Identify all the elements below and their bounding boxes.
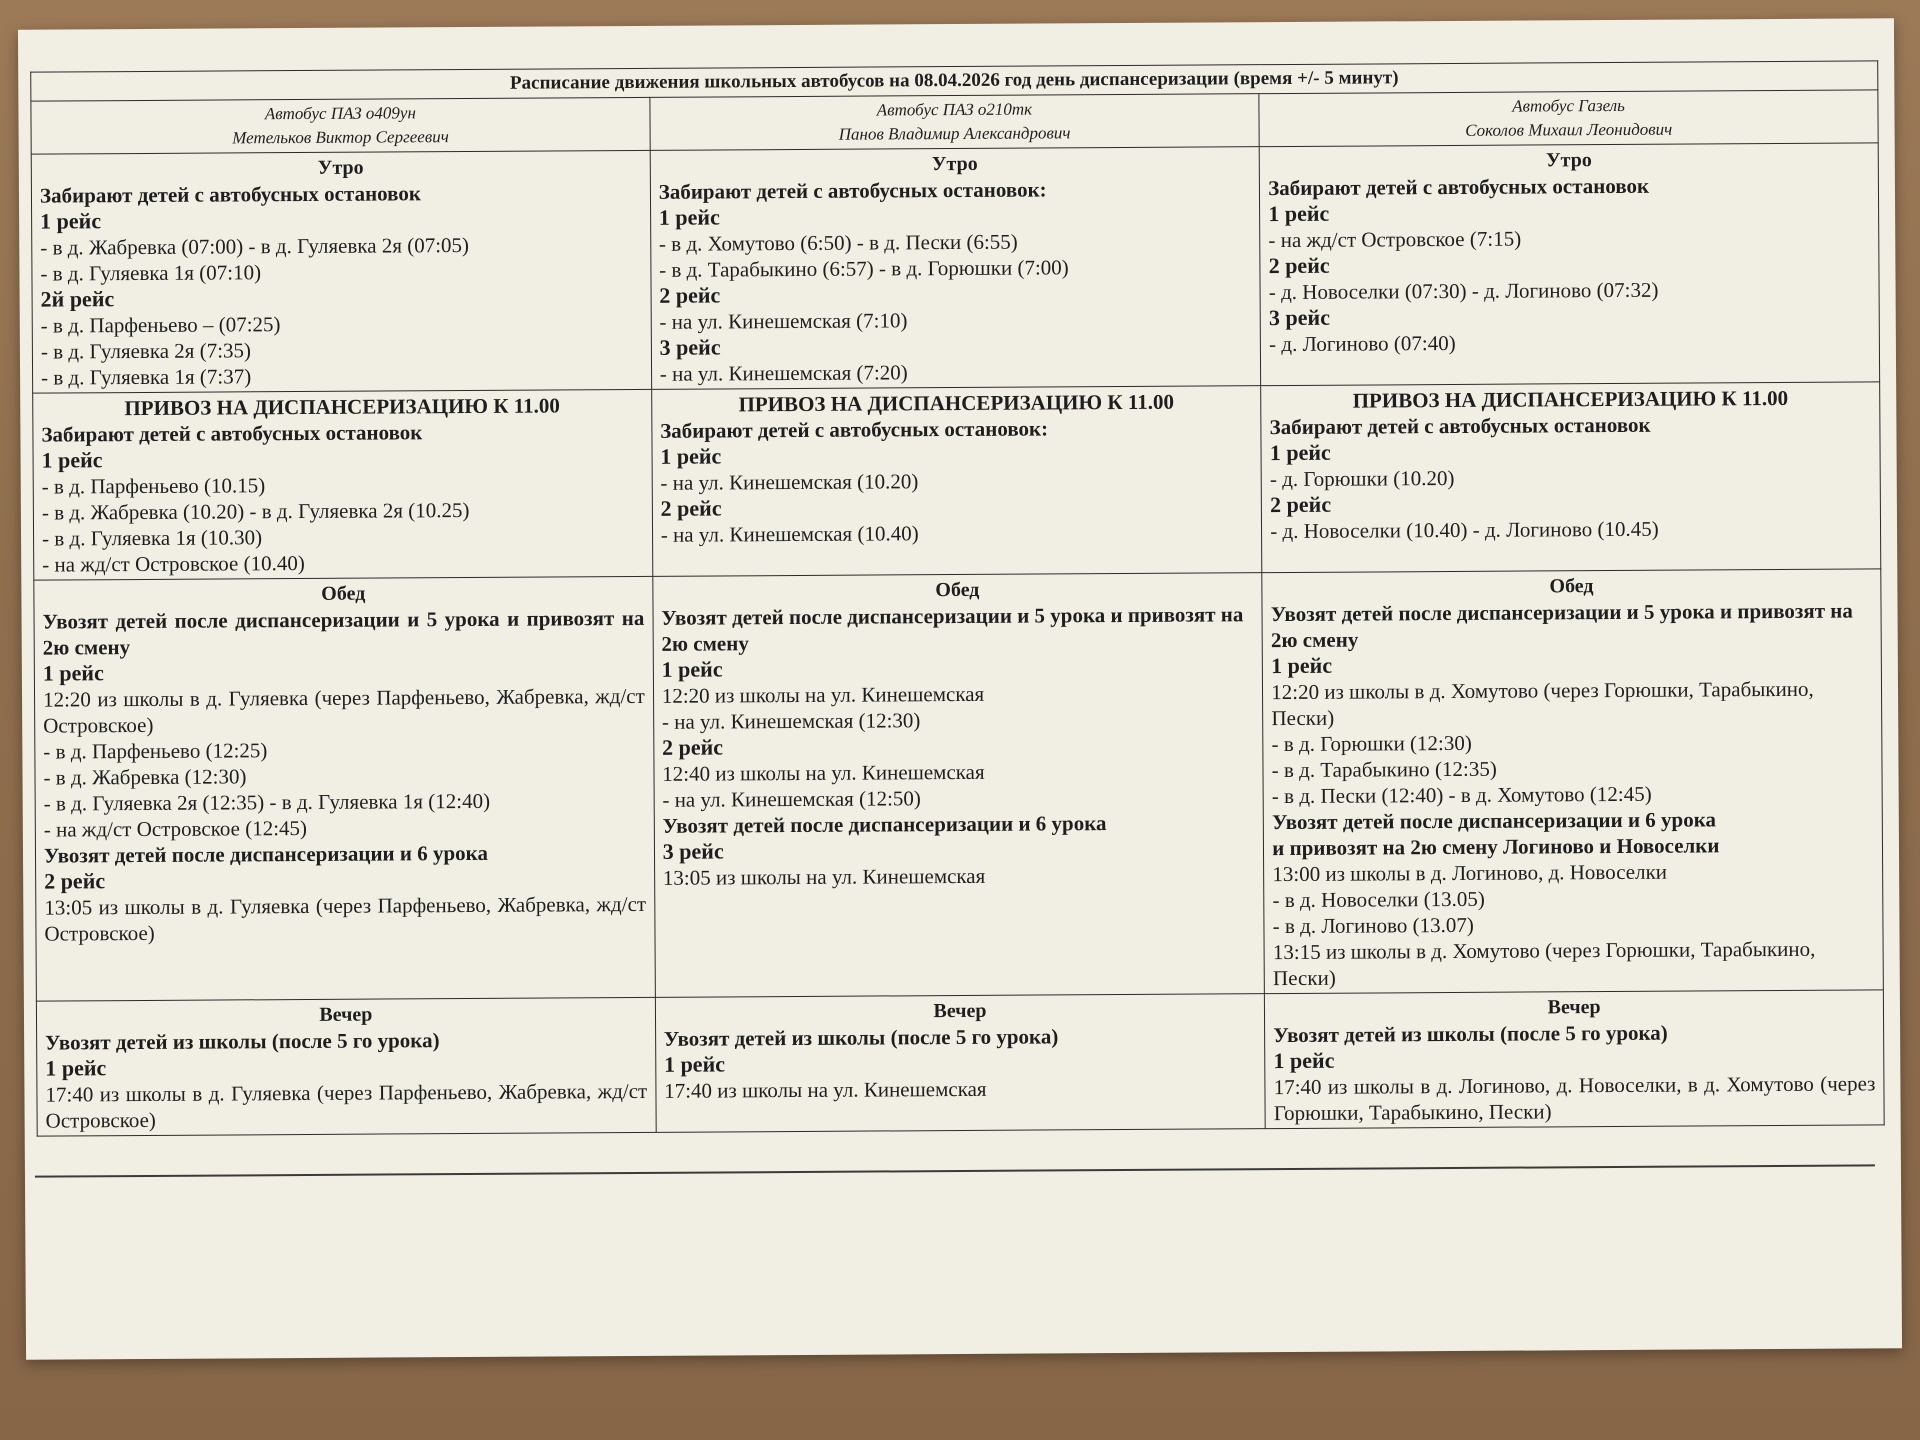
checkup-row <box>33 382 1881 580</box>
section-heading: Увозят детей из школы (после 5 го урока) <box>45 1028 440 1055</box>
stop-line: - в д. Жабревка (12:30) <box>43 764 247 790</box>
stop-line: - на ул. Кинешемская (10.40) <box>660 521 919 547</box>
trip-label: 3 рейс <box>662 838 724 864</box>
period-title: Вечер <box>933 999 987 1023</box>
stop-line: - в д. Гуляевка 1я (10.30) <box>41 525 263 551</box>
trip-label: 2 рейс <box>1268 252 1330 279</box>
lunch-cell-bus-1 <box>34 576 655 1001</box>
bus-driver: Соколов Михаил Леонидович <box>1465 119 1673 140</box>
stop-line: - на ул. Кинешемская (7:10) <box>659 308 908 334</box>
trip-label: 1 рейс <box>658 204 720 230</box>
period-title: Обед <box>321 582 366 605</box>
trip-label: 1 рейс <box>1273 1047 1335 1074</box>
bus-name: Автобус ПАЗ о210тк <box>876 99 1033 120</box>
stop-line: - на ул. Кинешемская (10.20) <box>660 469 919 495</box>
morning-cell-bus-2 <box>650 147 1261 390</box>
stop-line: - в д. Новоселки (13.05) <box>1272 886 1485 913</box>
trip-label: 2 рейс <box>659 282 721 308</box>
stop-line: - д. Логиново (07:40) <box>1269 330 1456 357</box>
trip-label: 1 рейс <box>1271 652 1333 679</box>
section-heading: Забирают детей с автобусных остановок: <box>660 416 1049 443</box>
stop-line: - д. Горюшки (10.20) <box>1269 465 1455 492</box>
evening-cell-bus-3 <box>1265 990 1885 1129</box>
section-heading: Забирают детей с автобусных остановок <box>1268 173 1650 201</box>
lunch-cell-bus-3 <box>1262 569 1883 994</box>
stop-line: - в д. Парфеньево (12:25) <box>43 738 268 764</box>
trip-label: 1 рейс <box>1269 439 1331 466</box>
section-heading: Увозят детей после диспансеризации и 5 урока и привозят на 2ю смену <box>661 602 1244 656</box>
trip-label: 1 рейс <box>45 1055 107 1081</box>
trip-label: 2й рейс <box>40 286 115 312</box>
trip-label: 3 рейс <box>1268 304 1330 331</box>
stop-line: 17:40 из школы в д. Гуляевка (через Парфеньево, Жабревка, жд/ст Островское) <box>45 1078 648 1133</box>
stop-line: 13:05 из школы в д. Гуляевка (через Парфеньево, Жабревка, жд/ст Островское) <box>44 891 647 946</box>
period-title: Утро <box>1545 149 1592 172</box>
section-heading: Забирают детей с автобусных остановок: <box>658 177 1047 204</box>
stop-line: 12:20 из школы в д. Гуляевка (через Парфеньево, Жабревка, жд/ст Островское) <box>42 683 645 738</box>
section-heading: Увозят детей из школы (после 5 го урока) <box>1273 1020 1668 1048</box>
morning-cell-bus-3 <box>1259 143 1879 386</box>
morning-cell-bus-1 <box>31 150 651 393</box>
stop-line: - на ул. Кинешемская (12:50) <box>662 786 921 812</box>
period-title: Вечер <box>319 1003 373 1026</box>
section-heading: Забирают детей с автобусных остановок <box>41 420 423 447</box>
stop-line: 12:40 из школы на ул. Кинешемская <box>662 759 985 786</box>
checkup-heading: ПРИВОЗ НА ДИСПАНСЕРИЗАЦИЮ К 11.00 <box>124 393 560 421</box>
stop-line: - на жд/ст Островское (12:45) <box>43 815 308 842</box>
section-heading: и привозят на 2ю смену Логиново и Новоселки <box>1272 833 1720 861</box>
bottom-rule <box>35 1164 1875 1177</box>
stop-line: 12:20 из школы на ул. Кинешемская <box>661 681 985 708</box>
stop-line: - в д. Тарабыкино (6:57) - в д. Горюшки (7:00) <box>659 255 1069 282</box>
bus-driver: Метельков Виктор Сергеевич <box>232 127 449 148</box>
section-heading: Забирают детей с автобусных остановок <box>1269 412 1651 440</box>
stop-line: - в д. Гуляевка 1я (07:10) <box>40 260 262 286</box>
stop-line: - в д. Парфеньево – (07:25) <box>40 312 281 338</box>
period-title: Утро <box>317 156 364 179</box>
section-heading: Увозят детей после диспансеризации и 6 урока <box>1271 807 1717 835</box>
stop-line: - в д. Гуляевка 1я (7:37) <box>41 364 252 390</box>
trip-label: 1 рейс <box>1268 200 1330 227</box>
period-title: Обед <box>935 578 980 602</box>
evening-row <box>36 990 1884 1136</box>
schedule-title: Расписание движения школьных автобусов на 08.04.2026 год день диспансеризации (время +/- 5 минут) <box>31 61 1878 101</box>
stop-line: - в д. Жабревка (10.20) - в д. Гуляевка 2я (10.25) <box>41 497 470 525</box>
section-heading: Увозят детей после диспансеризации и 5 урока и привозят на 2ю смену <box>1270 598 1853 653</box>
trip-label: 2 рейс <box>1270 491 1332 518</box>
section-heading: Увозят детей после диспансеризации и 6 урока <box>662 811 1107 838</box>
stop-line: - на ул. Кинешемская (7:20) <box>659 360 908 386</box>
stop-line: - в д. Тарабыкино (12:35) <box>1271 756 1497 783</box>
stop-line: - в д. Хомутово (6:50) - в д. Пески (6:55) <box>658 229 1018 256</box>
stop-line: - на жд/ст Островское (7:15) <box>1268 226 1522 253</box>
stop-line: - в д. Горюшки (12:30) <box>1271 730 1472 757</box>
checkup-cell-bus-3 <box>1261 382 1881 573</box>
evening-cell-bus-2 <box>655 994 1265 1133</box>
trip-label: 3 рейс <box>659 334 721 360</box>
bus-driver: Панов Владимир Александрович <box>838 123 1071 144</box>
bus-header-1 <box>31 97 650 154</box>
trip-label: 1 рейс <box>660 443 722 469</box>
schedule-table-wrap <box>30 60 1884 1136</box>
stop-line: - д. Новоселки (07:30) - д. Логиново (07:32) <box>1268 277 1659 305</box>
trip-label: 1 рейс <box>40 208 102 234</box>
stop-line: - в д. Пески (12:40) - в д. Хомутово (12:45) <box>1271 781 1652 809</box>
trip-label: 2 рейс <box>660 495 722 521</box>
stop-line: - в д. Парфеньево (10.15) <box>41 473 266 499</box>
trip-label: 2 рейс <box>44 868 106 894</box>
stop-line: 17:40 из школы в д. Логиново, д. Новоселки, в д. Хомутово (через Горюшки, Тарабыкино, Пески) <box>1273 1071 1876 1126</box>
section-heading: Забирают детей с автобусных остановок <box>39 181 421 208</box>
section-heading: Увозят детей из школы (после 5 го урока) <box>663 1024 1059 1051</box>
period-title: Вечер <box>1547 996 1601 1019</box>
stop-line: 17:40 из школы на ул. Кинешемская <box>664 1076 987 1103</box>
bus-name: Автобус Газель <box>1512 95 1625 116</box>
schedule-table <box>30 60 1884 1136</box>
stop-line: - в д. Гуляевка 2я (7:35) <box>40 338 252 364</box>
section-heading: Увозят детей после диспансеризации и 5 урока и привозят на 2ю смену <box>42 605 645 660</box>
checkup-cell-bus-1 <box>33 389 653 580</box>
bus-header-3 <box>1259 90 1878 147</box>
trip-label: 1 рейс <box>663 1051 726 1077</box>
period-title: Обед <box>1549 575 1594 598</box>
stop-line: 12:20 из школы в д. Хомутово (через Горюшки, Тарабыкино, Пески) <box>1271 676 1814 731</box>
stop-line: 13:05 из школы на ул. Кинешемская <box>662 863 986 890</box>
trip-label: 1 рейс <box>41 447 103 473</box>
stop-line: 13:00 из школы в д. Логиново, д. Новоселки <box>1272 859 1668 887</box>
bus-name: Автобус ПАЗ о409ун <box>264 103 416 124</box>
period-title: Утро <box>931 152 978 176</box>
trip-label: 2 рейс <box>662 734 724 760</box>
bus-header-2 <box>650 94 1260 151</box>
checkup-heading: ПРИВОЗ НА ДИСПАНСЕРИЗАЦИЮ К 11.00 <box>738 389 1175 417</box>
stop-line: - в д. Логиново (13.07) <box>1272 912 1474 939</box>
evening-cell-bus-1 <box>36 997 656 1136</box>
stop-line: - на ул. Кинешемская (12:30) <box>661 708 921 734</box>
checkup-cell-bus-2 <box>651 386 1262 577</box>
section-heading: Увозят детей после диспансеризации и 6 урока <box>43 840 489 868</box>
morning-row <box>31 143 1879 393</box>
stop-line: - на жд/ст Островское (10.40) <box>42 551 305 577</box>
paper-sheet <box>18 18 1902 1359</box>
stop-line: - в д. Жабревка (07:00) - в д. Гуляевка 2я (07:05) <box>40 232 470 260</box>
trip-label: 1 рейс <box>42 660 104 686</box>
stop-line: - д. Новоселки (10.40) - д. Логиново (10.45) <box>1270 516 1659 544</box>
stop-line: 13:15 из школы в д. Хомутово (через Горюшки, Тарабыкино, Пески) <box>1272 936 1816 991</box>
trip-label: 1 рейс <box>661 656 723 682</box>
lunch-row <box>34 569 1884 1001</box>
lunch-cell-bus-2 <box>653 573 1265 998</box>
stop-line: - в д. Гуляевка 2я (12:35) - в д. Гуляевка 1я (12:40) <box>43 788 491 816</box>
checkup-heading: ПРИВОЗ НА ДИСПАНСЕРИЗАЦИЮ К 11.00 <box>1352 385 1789 413</box>
